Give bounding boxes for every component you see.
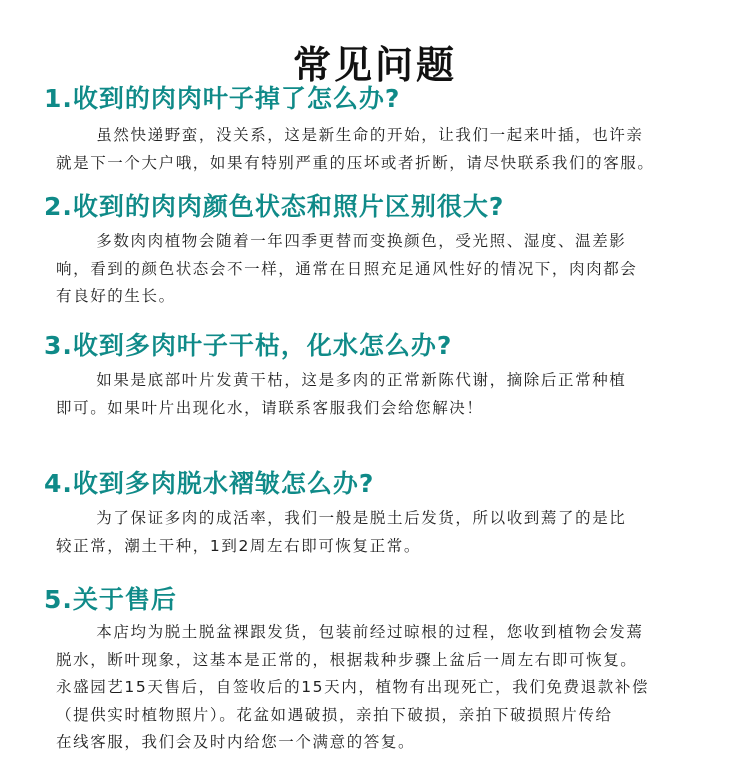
faq-answer-5	[56, 619, 724, 757]
faq-item-1	[44, 82, 724, 177]
faq-answer-2	[56, 228, 724, 311]
faq-item-3	[44, 329, 724, 422]
answer-line: 多数肉肉植物会随着一年四季更替而变换颜色，受光照、湿度、温差影	[96, 232, 627, 250]
answer-line: 响，看到的颜色状态会不一样，通常在日照充足通风性好的情况下，肉肉都会	[56, 259, 638, 278]
page-title: 常见问题	[292, 42, 457, 88]
answer-line: 在线客服，我们会及时内给您一个满意的答复。	[56, 733, 416, 751]
faq-question-4: 4.收到多肉脱水褶皱怎么办?	[44, 469, 375, 498]
faq-item-2	[44, 190, 724, 311]
answer-line: 脱水，断叶现象，这基本是正常的，根据栽种步骤上盆后一周左右即可恢复。	[56, 650, 638, 669]
faq-answer-1	[56, 122, 724, 177]
faq-question-1: 1.收到的肉肉叶子掉了怎么办?	[44, 84, 401, 113]
faq-item-4	[44, 467, 724, 560]
answer-line: （提供实时植物照片）。花盆如遇破损，亲拍下破损，亲拍下破损照片传给	[56, 705, 613, 724]
faq-question-3: 3.收到多肉叶子干枯，化水怎么办?	[44, 331, 453, 360]
answer-line: 如果是底部叶片发黄干枯，这是多肉的正常新陈代谢，摘除后正常种植	[96, 371, 627, 389]
answer-line: 有良好的生长。	[56, 287, 176, 305]
answer-line: 本店均为脱土脱盆裸跟发货，包装前经过晾根的过程，您收到植物会发蔫	[96, 623, 644, 641]
answer-line: 虽然快递野蛮，没关系，这是新生命的开始，让我们一起来叶插，也许亲	[96, 126, 644, 144]
faq-question-2: 2.收到的肉肉颜色状态和照片区别很大?	[44, 192, 505, 221]
faq-item-5	[44, 583, 724, 757]
answer-line: 就是下一个大户哦，如果有特别严重的压坏或者折断，请尽快联系我们的客服。	[56, 153, 655, 172]
faq-answer-3	[56, 367, 724, 422]
answer-line: 较正常，潮土干种，1到2周左右即可恢复正常。	[56, 536, 421, 555]
answer-line: 即可。如果叶片出现化水，请联系客服我们会给您解决！	[56, 398, 484, 417]
answer-line: 永盛园艺15天售后，自签收后的15天内，植物有出现死亡，我们免费退款补偿	[56, 678, 650, 696]
answer-line: 为了保证多肉的成活率，我们一般是脱土后发货，所以收到蔫了的是比	[96, 509, 627, 527]
faq-answer-4	[56, 505, 724, 560]
faq-question-5: 5.关于售后	[44, 585, 177, 614]
